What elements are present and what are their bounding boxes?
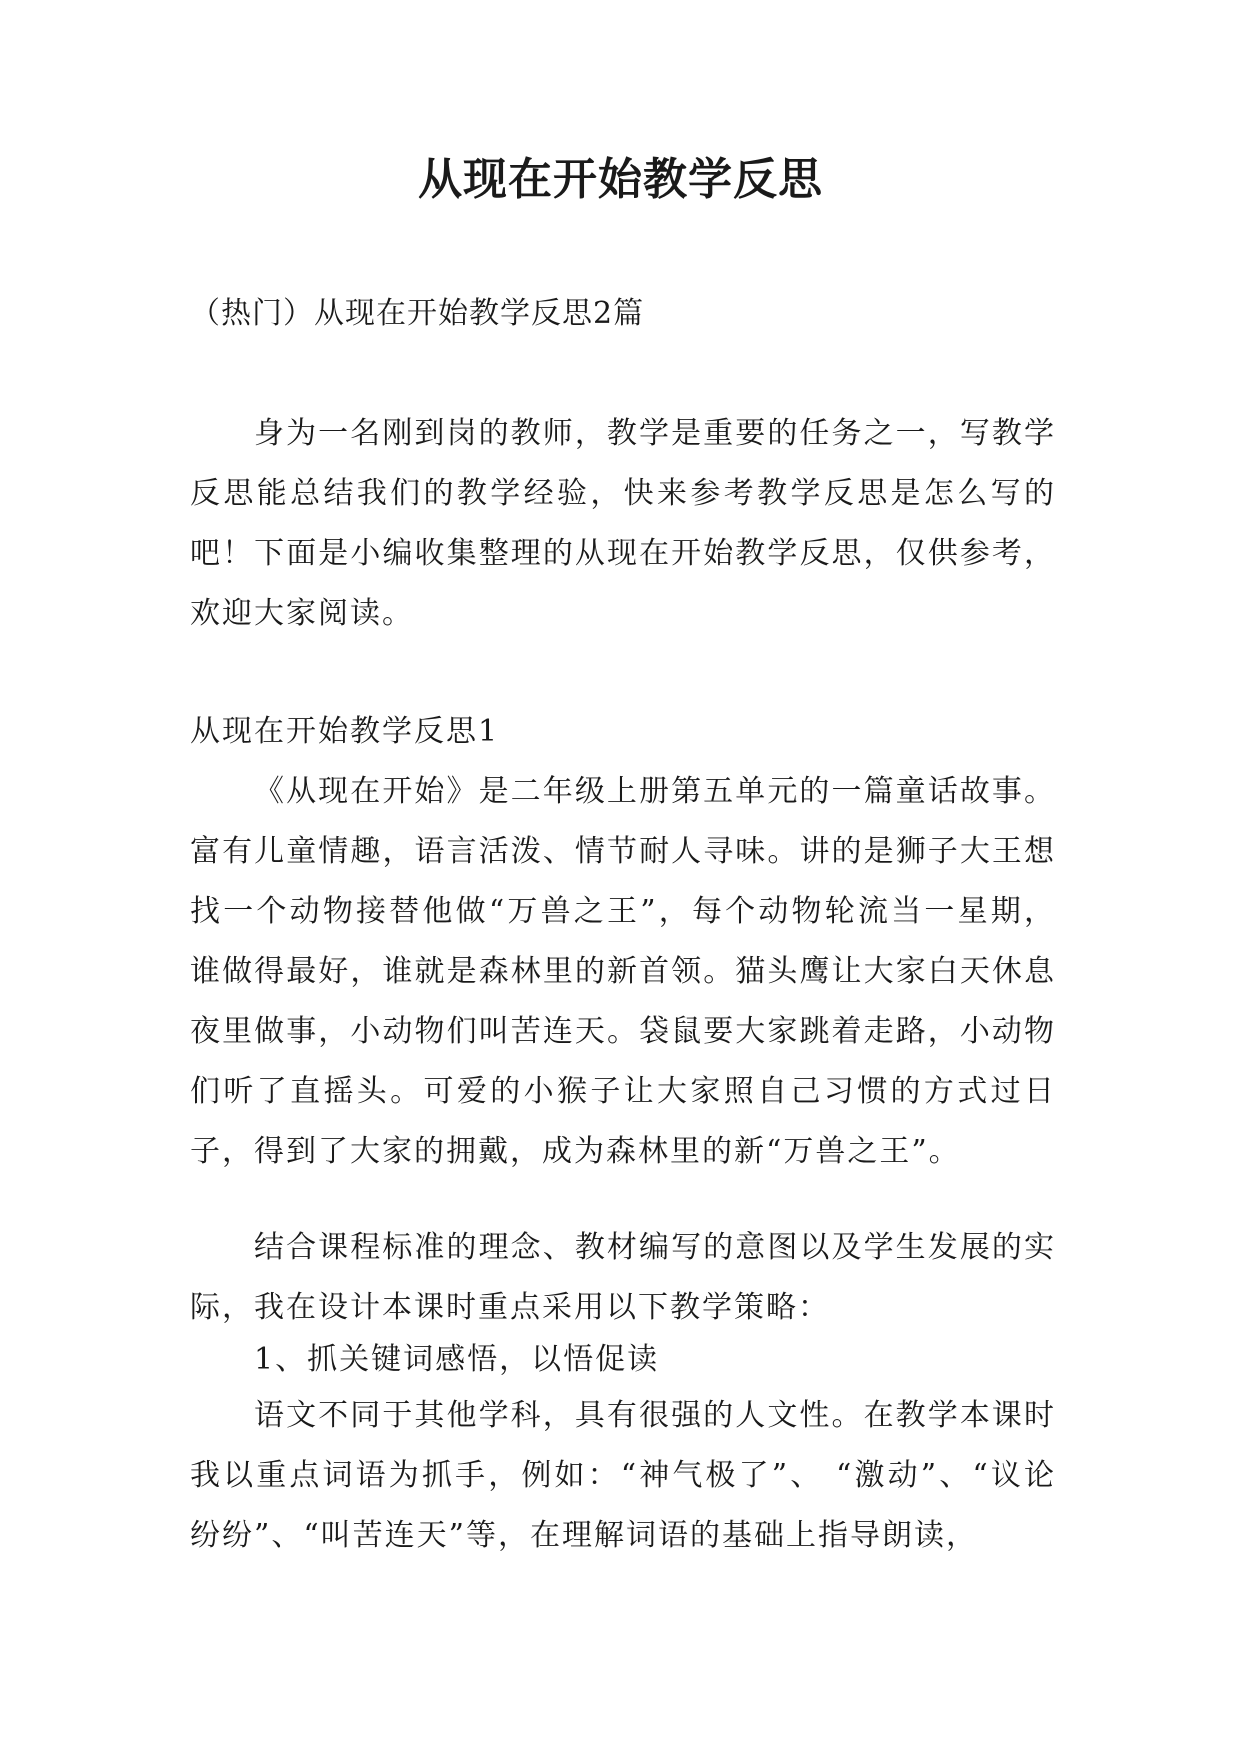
section-heading: 从现在开始教学反思1 <box>190 714 500 749</box>
body-paragraph: 《从现在开始》是二年级上册第五单元的一篇童话故事。富有儿童情趣，语言活泼、情节耐人寻味。讲的是狮子大王想找一个动物接替他做“万兽之王”，每个动物轮流当一星期，谁做得最好，谁就是森林里的新首领。猫头鹰让大家白天休息夜里做事，小动物们叫苦连天。袋鼠要大家跳着走路，小动物们听了直摇头。可爱的小猴子让大家照自己习惯的方式过日子，得到了大家的拥戴，成为森林里的新“万兽之王”。 <box>190 774 1056 1169</box>
list-item-heading: 1、抓关键词感悟，以悟促读 <box>254 1342 660 1377</box>
intro-paragraph: 身为一名刚到岗的教师，教学是重要的任务之一，写教学反思能总结我们的教学经验，快来参考教学反思是怎么写的吧！下面是小编收集整理的从现在开始教学反思，仅供参考，欢迎大家阅读。 <box>190 416 1056 631</box>
body-paragraph: 语文不同于其他学科，具有很强的人文性。在教学本课时我以重点词语为抓手，例如：“神气极了”、 “激动”、“议论纷纷”、“叫苦连天”等，在理解词语的基础上指导朗读， <box>190 1398 1056 1553</box>
body-paragraph: 结合课程标准的理念、教材编写的意图以及学生发展的实际，我在设计本课时重点采用以下教学策略： <box>190 1230 1056 1325</box>
document-title: 从现在开始教学反思 <box>418 154 823 205</box>
document-subtitle: （热门）从现在开始教学反思2篇 <box>190 296 645 331</box>
